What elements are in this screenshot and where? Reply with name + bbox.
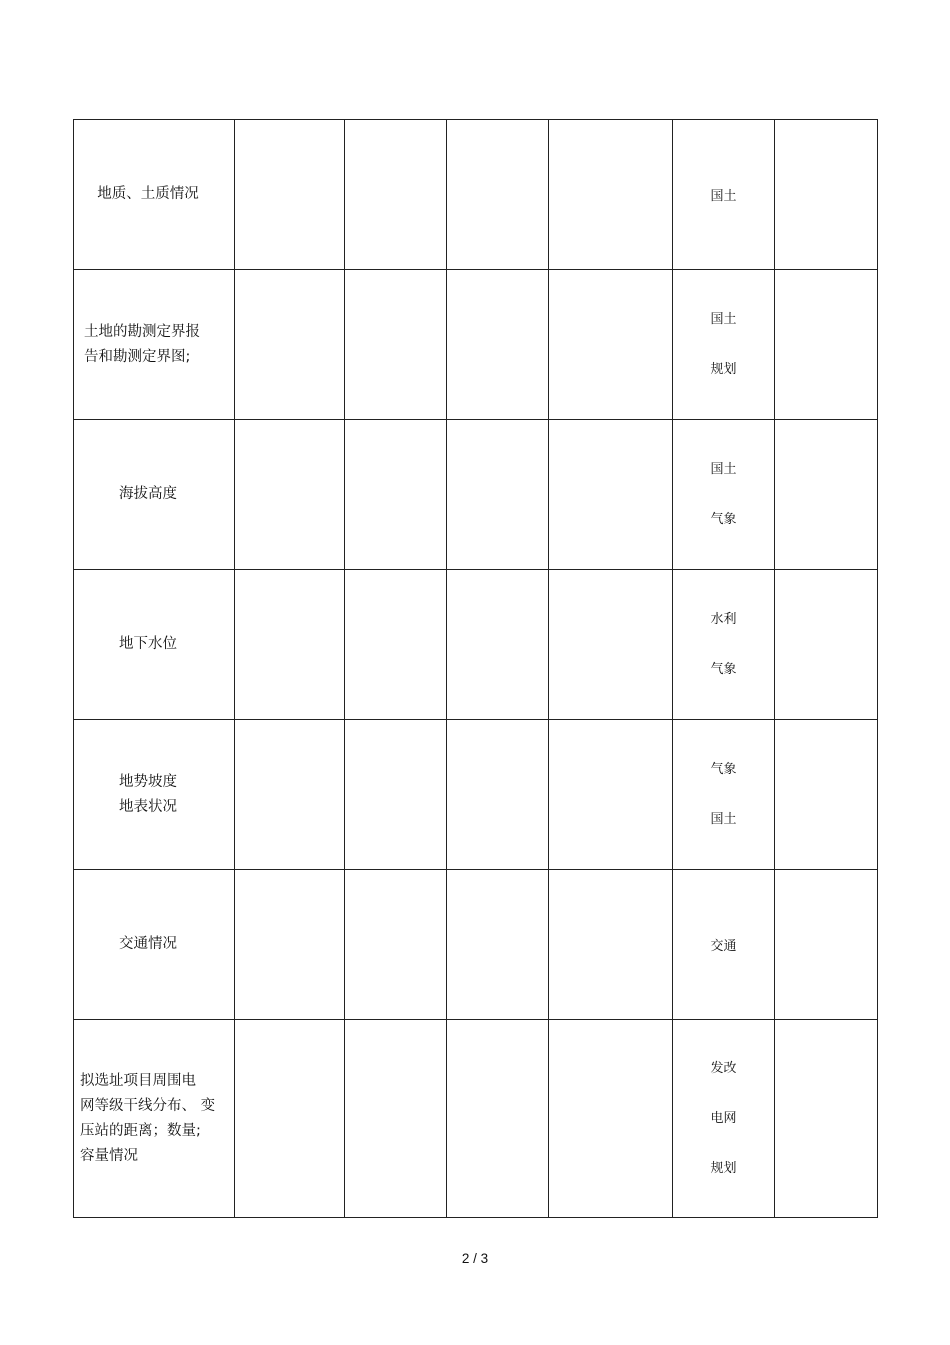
item-label: 交通情况 <box>119 936 177 952</box>
empty-cell <box>549 270 673 420</box>
empty-cell <box>345 870 447 1020</box>
table-row <box>74 270 878 420</box>
table-row <box>74 420 878 570</box>
item-label: 地势坡度 地表状况 <box>119 773 177 815</box>
department-cell <box>673 120 775 270</box>
empty-cell <box>345 1020 447 1218</box>
item-cell <box>74 1020 235 1218</box>
empty-cell <box>235 570 345 720</box>
department-cell <box>673 570 775 720</box>
table-row <box>74 720 878 870</box>
department-label: 国土 <box>710 311 737 327</box>
item-cell <box>74 420 235 570</box>
page-number: 2 / 3 <box>461 1251 489 1266</box>
department-cell <box>673 870 775 1020</box>
empty-cell <box>549 870 673 1020</box>
empty-cell <box>235 420 345 570</box>
empty-cell <box>549 420 673 570</box>
table-row <box>74 120 878 270</box>
department-label: 交通 <box>710 939 737 954</box>
item-label: 拟选址项目周围电 网等级干线分布、 变 压站的距离；数量; 容量情况 <box>80 1072 216 1164</box>
empty-cell <box>235 120 345 270</box>
item-cell <box>74 570 235 720</box>
empty-cell <box>549 1020 673 1218</box>
empty-cell <box>775 720 878 870</box>
item-cell <box>74 870 235 1020</box>
department-cell <box>673 720 775 870</box>
item-cell <box>74 270 235 420</box>
empty-cell <box>345 270 447 420</box>
empty-cell <box>447 420 549 570</box>
table-row <box>74 570 878 720</box>
empty-cell <box>235 1020 345 1218</box>
empty-cell <box>775 120 878 270</box>
empty-cell <box>775 1020 878 1218</box>
department-cell <box>673 270 775 420</box>
empty-cell <box>447 570 549 720</box>
empty-cell <box>345 420 447 570</box>
empty-cell <box>775 270 878 420</box>
department-cell <box>673 420 775 570</box>
department-label: 气象 <box>710 761 737 777</box>
empty-cell <box>549 570 673 720</box>
item-label: 地质、土质情况 <box>97 186 199 202</box>
empty-cell <box>775 420 878 570</box>
department-label: 国土 <box>710 189 737 204</box>
department-cell <box>673 1020 775 1218</box>
empty-cell <box>775 870 878 1020</box>
department-label: 国土 <box>710 461 737 477</box>
empty-cell <box>345 570 447 720</box>
item-label: 土地的勘测定界报 告和勘测定界图; <box>84 323 200 365</box>
department-label: 水利 <box>710 611 737 627</box>
empty-cell <box>235 720 345 870</box>
empty-cell <box>447 120 549 270</box>
item-label: 海拔高度 <box>119 486 177 502</box>
department-label: 气象 <box>710 661 737 677</box>
empty-cell <box>235 870 345 1020</box>
empty-cell <box>775 570 878 720</box>
empty-cell <box>345 120 447 270</box>
department-label: 气象 <box>710 511 737 527</box>
empty-cell <box>549 120 673 270</box>
empty-cell <box>345 720 447 870</box>
empty-cell <box>447 720 549 870</box>
department-label: 发改 <box>710 1060 737 1076</box>
department-label: 电网 <box>710 1110 737 1126</box>
empty-cell <box>447 870 549 1020</box>
item-label: 地下水位 <box>119 636 177 652</box>
table-row <box>74 870 878 1020</box>
department-label: 国土 <box>710 811 737 827</box>
item-cell <box>74 120 235 270</box>
empty-cell <box>235 270 345 420</box>
empty-cell <box>447 270 549 420</box>
table-row <box>74 1020 878 1218</box>
empty-cell <box>447 1020 549 1218</box>
item-cell <box>74 720 235 870</box>
department-label: 规划 <box>710 1160 737 1176</box>
empty-cell <box>549 720 673 870</box>
data-table <box>73 119 878 1218</box>
department-label: 规划 <box>710 361 737 377</box>
